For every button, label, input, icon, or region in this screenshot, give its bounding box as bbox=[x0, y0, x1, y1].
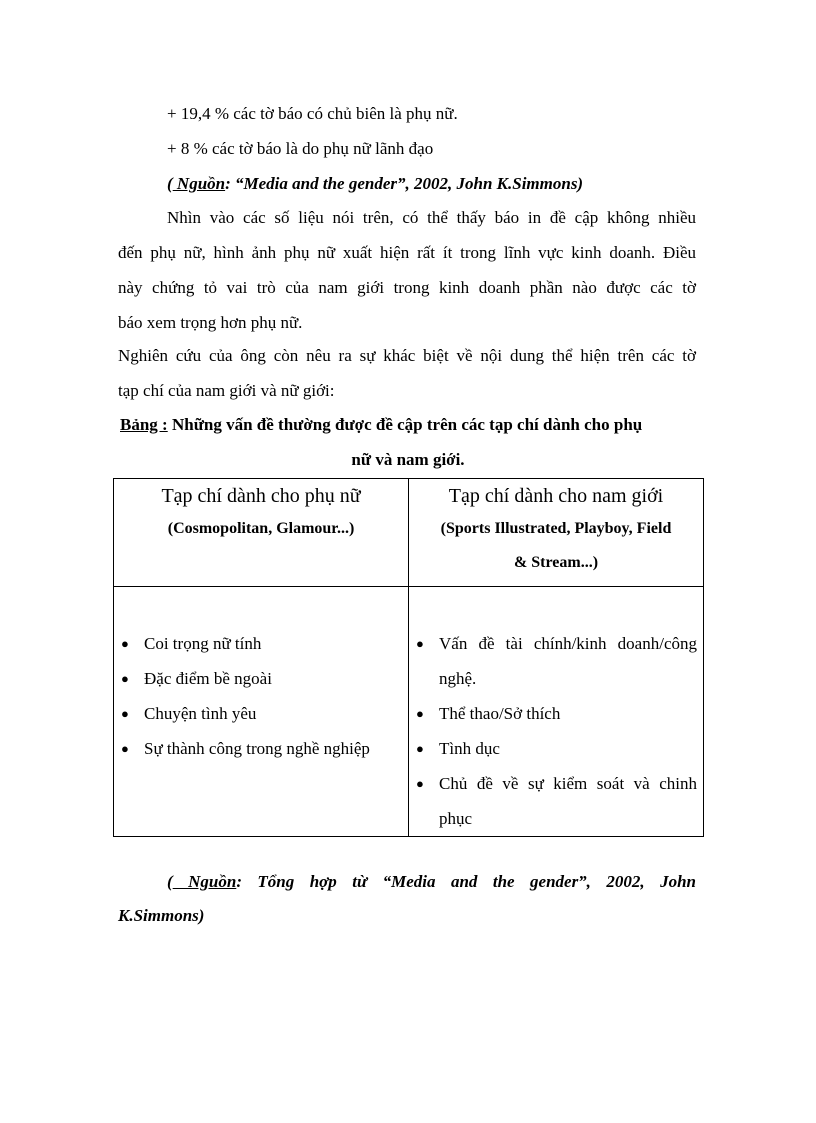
paragraph-1-line-2: đến phụ nữ, hình ảnh phụ nữ xuất hiện rất ít trong lĩnh vực kinh doanh. Điều bbox=[118, 243, 696, 262]
header-cell-men bbox=[409, 479, 704, 587]
men-topics-cell bbox=[409, 587, 704, 837]
list-item: ● Thể thao/Sở thích bbox=[409, 696, 703, 731]
bullet-icon: ● bbox=[121, 706, 129, 721]
bullet-icon: ● bbox=[121, 671, 129, 686]
source-citation-2-line-2: K.Simmons) bbox=[118, 906, 205, 925]
paragraph-1-line-3: này chứng tỏ vai trò của nam giới trong kinh doanh phần nào được các tờ bbox=[118, 278, 696, 297]
men-topics-list bbox=[409, 626, 703, 836]
source-label-2: Nguồn bbox=[172, 872, 237, 891]
men-magazine-examples-line-1: (Sports Illustrated, Playboy, Field bbox=[440, 520, 672, 537]
paragraph-2-line-2: tạp chí của nam giới và nữ giới: bbox=[118, 381, 335, 400]
men-magazine-examples-line-2: & Stream...) bbox=[513, 554, 599, 571]
bullet-icon: ● bbox=[416, 741, 424, 756]
bullet-icon: ● bbox=[121, 741, 129, 756]
bullet-icon: ● bbox=[416, 636, 424, 651]
stat-line-editors: + 19,4 % các tờ báo có chủ biên là phụ nữ. bbox=[167, 104, 458, 123]
source-citation-1: ( Nguồn: “Media and the gender”, 2002, John K.Simmons) bbox=[167, 174, 584, 193]
list-item: ● Chuyện tình yêu bbox=[114, 696, 408, 731]
bullet-icon: ● bbox=[121, 636, 129, 651]
paragraph-2-line-1: Nghiên cứu của ông còn nêu ra sự khác biệt về nội dung thể hiện trên các tờ bbox=[118, 346, 696, 365]
bullet-icon: ● bbox=[416, 776, 424, 791]
list-item: ● Đặc điểm bề ngoài bbox=[114, 661, 408, 696]
women-topics-list bbox=[114, 626, 408, 766]
header-cell-women bbox=[114, 479, 409, 587]
list-item: ● Sự thành công trong nghề nghiệp bbox=[114, 731, 408, 766]
women-magazine-examples: (Cosmopolitan, Glamour...) bbox=[167, 520, 355, 537]
stat-line-leaders: + 8 % các tờ báo là do phụ nữ lãnh đạo bbox=[167, 139, 434, 158]
list-item: ● Chủ đề về sự kiểm soát và chinh phục bbox=[409, 766, 703, 836]
paragraph-1-line-1: Nhìn vào các số liệu nói trên, có thể thấy báo in đề cập không nhiều bbox=[167, 208, 696, 227]
bullet-icon: ● bbox=[416, 706, 424, 721]
source-citation-2: ( Nguồn: Tổng hợp từ “Media and the gender”, 2002, John bbox=[167, 872, 696, 891]
list-item: ● Vấn đề tài chính/kinh doanh/công nghệ. bbox=[409, 626, 703, 696]
women-magazine-title: Tạp chí dành cho phụ nữ bbox=[161, 485, 361, 507]
magazine-topics-table bbox=[113, 478, 704, 837]
caption-label: Bảng : bbox=[120, 415, 168, 434]
table-caption-line-2: nữ và nam giới. bbox=[351, 450, 465, 469]
list-item: ● Coi trọng nữ tính bbox=[114, 626, 408, 661]
table-header-row bbox=[114, 479, 704, 587]
source-label: Nguồn bbox=[172, 174, 226, 193]
list-item: ● Tình dục bbox=[409, 731, 703, 766]
table-body-row bbox=[114, 587, 704, 837]
table-caption: Bảng : Những vấn đề thường được đề cập trên các tạp chí dành cho phụ bbox=[120, 415, 643, 434]
women-topics-cell bbox=[114, 587, 409, 837]
men-magazine-title: Tạp chí dành cho nam giới bbox=[448, 485, 664, 507]
paragraph-1-line-4: báo xem trọng hơn phụ nữ. bbox=[118, 313, 303, 332]
